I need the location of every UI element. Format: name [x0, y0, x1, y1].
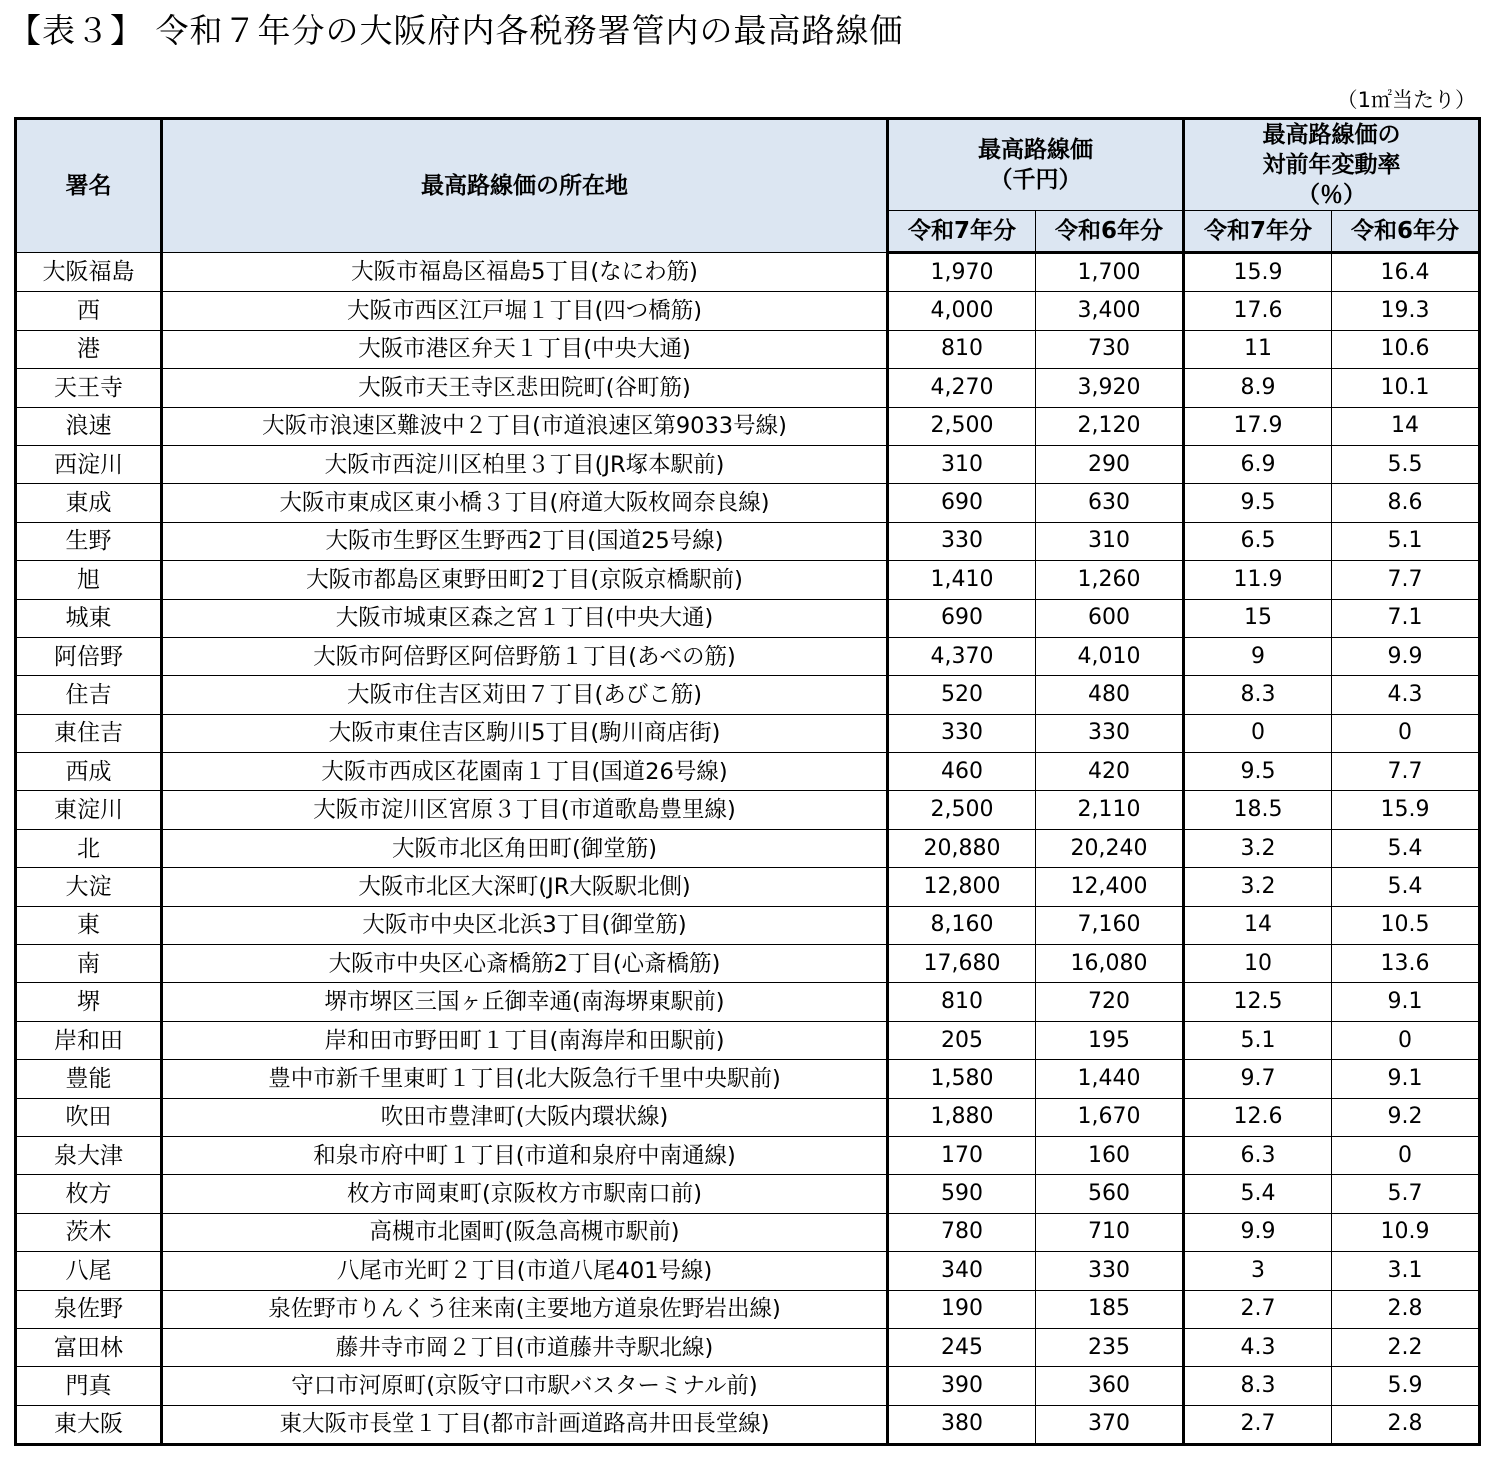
cell-office: 浪速: [16, 407, 162, 445]
cell-location: 枚方市岡東町(京阪枚方市駅南口前): [162, 1175, 888, 1213]
cell-rate-r7: 2.7: [1184, 1290, 1332, 1328]
cell-price-r7: 1,410: [888, 561, 1036, 599]
table-row: [16, 253, 1480, 292]
table-row: [16, 1252, 1480, 1290]
cell-office: 大淀: [16, 868, 162, 906]
cell-location: 大阪市東成区東小橋３丁目(府道大阪枚岡奈良線): [162, 484, 888, 522]
cell-office: 旭: [16, 561, 162, 599]
header-rate-group-line2: 対前年変動率: [1262, 152, 1401, 178]
table-row: [16, 1175, 1480, 1213]
cell-price-r6: 630: [1036, 484, 1184, 522]
cell-office: 南: [16, 945, 162, 983]
header-price-r7: 令和7年分: [888, 211, 1036, 253]
cell-price-r7: 1,880: [888, 1098, 1036, 1136]
cell-office: 東淀川: [16, 791, 162, 829]
cell-price-r6: 2,110: [1036, 791, 1184, 829]
cell-price-r6: 16,080: [1036, 945, 1184, 983]
cell-rate-r6: 5.4: [1332, 829, 1480, 867]
table-row: [16, 1136, 1480, 1174]
cell-location: 大阪市浪速区難波中２丁目(市道浪速区第9033号線): [162, 407, 888, 445]
table-row: [16, 1290, 1480, 1328]
cell-office: 生野: [16, 522, 162, 560]
cell-price-r6: 730: [1036, 330, 1184, 368]
cell-office: 港: [16, 330, 162, 368]
cell-location: 大阪市北区角田町(御堂筋): [162, 829, 888, 867]
header-rate-group-line3: （％）: [1297, 182, 1366, 208]
table-row: [16, 1405, 1480, 1444]
cell-rate-r7: 6.5: [1184, 522, 1332, 560]
cell-rate-r7: 12.5: [1184, 983, 1332, 1021]
cell-office: 門真: [16, 1367, 162, 1405]
table-row: [16, 945, 1480, 983]
table-row: [16, 829, 1480, 867]
table-row: [16, 1098, 1480, 1136]
cell-rate-r7: 9.7: [1184, 1060, 1332, 1098]
cell-price-r7: 810: [888, 983, 1036, 1021]
table-row: [16, 1060, 1480, 1098]
cell-price-r6: 1,670: [1036, 1098, 1184, 1136]
cell-price-r7: 690: [888, 484, 1036, 522]
header-rate-r7: 令和7年分: [1184, 211, 1332, 253]
cell-rate-r6: 7.7: [1332, 561, 1480, 599]
cell-rate-r7: 11.9: [1184, 561, 1332, 599]
cell-price-r6: 720: [1036, 983, 1184, 1021]
table-row: [16, 637, 1480, 675]
cell-price-r7: 520: [888, 676, 1036, 714]
cell-location: 藤井寺市岡２丁目(市道藤井寺駅北線): [162, 1328, 888, 1366]
header-rate-group-line1: 最高路線価の: [1262, 122, 1401, 148]
unit-note: （1㎡当たり）: [1336, 88, 1476, 112]
cell-location: 泉佐野市りんくう往来南(主要地方道泉佐野岩出線): [162, 1290, 888, 1328]
cell-location: 大阪市東住吉区駒川5丁目(駒川商店街): [162, 714, 888, 752]
cell-rate-r6: 5.1: [1332, 522, 1480, 560]
cell-office: 天王寺: [16, 369, 162, 407]
cell-price-r7: 2,500: [888, 407, 1036, 445]
cell-price-r7: 330: [888, 714, 1036, 752]
cell-price-r6: 4,010: [1036, 637, 1184, 675]
cell-rate-r6: 5.4: [1332, 868, 1480, 906]
cell-rate-r7: 9.5: [1184, 484, 1332, 522]
cell-office: 枚方: [16, 1175, 162, 1213]
cell-rate-r6: 5.5: [1332, 445, 1480, 483]
table-row: [16, 369, 1480, 407]
cell-rate-r7: 5.1: [1184, 1021, 1332, 1059]
cell-price-r6: 195: [1036, 1021, 1184, 1059]
cell-rate-r7: 9: [1184, 637, 1332, 675]
cell-price-r6: 360: [1036, 1367, 1184, 1405]
header-rate-group: [1184, 119, 1480, 211]
cell-price-r7: 780: [888, 1213, 1036, 1251]
cell-rate-r7: 10: [1184, 945, 1332, 983]
cell-price-r6: 710: [1036, 1213, 1184, 1251]
cell-price-r7: 1,970: [888, 253, 1036, 292]
cell-rate-r6: 5.9: [1332, 1367, 1480, 1405]
cell-price-r7: 1,580: [888, 1060, 1036, 1098]
cell-location: 大阪市住吉区苅田７丁目(あびこ筋): [162, 676, 888, 714]
cell-price-r6: 1,700: [1036, 253, 1184, 292]
cell-office: 西: [16, 292, 162, 330]
table-row: [16, 445, 1480, 483]
cell-rate-r6: 2.8: [1332, 1290, 1480, 1328]
cell-rate-r6: 5.7: [1332, 1175, 1480, 1213]
cell-location: 大阪市西区江戸堀１丁目(四つ橋筋): [162, 292, 888, 330]
cell-rate-r6: 14: [1332, 407, 1480, 445]
cell-office: 住吉: [16, 676, 162, 714]
cell-rate-r6: 9.9: [1332, 637, 1480, 675]
cell-location: 大阪市城東区森之宮１丁目(中央大通): [162, 599, 888, 637]
cell-office: 八尾: [16, 1252, 162, 1290]
cell-price-r7: 810: [888, 330, 1036, 368]
cell-price-r7: 4,370: [888, 637, 1036, 675]
cell-rate-r7: 17.9: [1184, 407, 1332, 445]
cell-location: 和泉市府中町１丁目(市道和泉府中南通線): [162, 1136, 888, 1174]
cell-price-r6: 1,260: [1036, 561, 1184, 599]
cell-office: 大阪福島: [16, 253, 162, 292]
cell-price-r7: 20,880: [888, 829, 1036, 867]
cell-location: 豊中市新千里東町１丁目(北大阪急行千里中央駅前): [162, 1060, 888, 1098]
cell-location: 大阪市中央区北浜3丁目(御堂筋): [162, 906, 888, 944]
cell-rate-r7: 3.2: [1184, 868, 1332, 906]
cell-rate-r6: 4.3: [1332, 676, 1480, 714]
cell-rate-r7: 9.5: [1184, 753, 1332, 791]
header-office: 署名: [16, 119, 162, 253]
cell-rate-r7: 15: [1184, 599, 1332, 637]
table-row: [16, 983, 1480, 1021]
cell-price-r6: 560: [1036, 1175, 1184, 1213]
table-row: [16, 561, 1480, 599]
table-row: [16, 292, 1480, 330]
cell-rate-r6: 9.1: [1332, 983, 1480, 1021]
cell-price-r7: 190: [888, 1290, 1036, 1328]
cell-office: 泉佐野: [16, 1290, 162, 1328]
cell-rate-r6: 0: [1332, 1021, 1480, 1059]
cell-price-r7: 17,680: [888, 945, 1036, 983]
cell-office: 東大阪: [16, 1405, 162, 1444]
cell-rate-r7: 8.3: [1184, 676, 1332, 714]
cell-rate-r6: 8.6: [1332, 484, 1480, 522]
cell-rate-r6: 10.6: [1332, 330, 1480, 368]
cell-rate-r6: 10.1: [1332, 369, 1480, 407]
cell-rate-r6: 16.4: [1332, 253, 1480, 292]
cell-office: 岸和田: [16, 1021, 162, 1059]
cell-rate-r6: 3.1: [1332, 1252, 1480, 1290]
table-row: [16, 714, 1480, 752]
cell-price-r7: 590: [888, 1175, 1036, 1213]
cell-rate-r6: 9.2: [1332, 1098, 1480, 1136]
cell-rate-r6: 7.7: [1332, 753, 1480, 791]
cell-rate-r7: 12.6: [1184, 1098, 1332, 1136]
cell-office: 東: [16, 906, 162, 944]
cell-office: 北: [16, 829, 162, 867]
cell-rate-r6: 0: [1332, 714, 1480, 752]
cell-rate-r7: 6.3: [1184, 1136, 1332, 1174]
cell-rate-r7: 6.9: [1184, 445, 1332, 483]
cell-office: 阿倍野: [16, 637, 162, 675]
cell-office: 泉大津: [16, 1136, 162, 1174]
cell-price-r7: 245: [888, 1328, 1036, 1366]
cell-price-r6: 12,400: [1036, 868, 1184, 906]
cell-rate-r6: 7.1: [1332, 599, 1480, 637]
cell-rate-r7: 3: [1184, 1252, 1332, 1290]
cell-location: 吹田市豊津町(大阪内環状線): [162, 1098, 888, 1136]
cell-rate-r6: 10.9: [1332, 1213, 1480, 1251]
table-row: [16, 868, 1480, 906]
header-price-group: [888, 119, 1184, 211]
table-row: [16, 1213, 1480, 1251]
page-title: 【表３】 令和７年分の大阪府内各税務署管内の最高路線価: [8, 11, 904, 50]
table-row: [16, 676, 1480, 714]
cell-rate-r6: 0: [1332, 1136, 1480, 1174]
cell-rate-r6: 19.3: [1332, 292, 1480, 330]
cell-price-r6: 160: [1036, 1136, 1184, 1174]
cell-location: 高槻市北園町(阪急高槻市駅前): [162, 1213, 888, 1251]
cell-price-r6: 3,400: [1036, 292, 1184, 330]
cell-office: 西淀川: [16, 445, 162, 483]
table-row: [16, 330, 1480, 368]
cell-office: 西成: [16, 753, 162, 791]
cell-price-r7: 12,800: [888, 868, 1036, 906]
cell-price-r6: 20,240: [1036, 829, 1184, 867]
cell-location: 守口市河原町(京阪守口市駅バスターミナル前): [162, 1367, 888, 1405]
cell-price-r7: 4,270: [888, 369, 1036, 407]
cell-location: 大阪市西淀川区柏里３丁目(JR塚本駅前): [162, 445, 888, 483]
cell-office: 東成: [16, 484, 162, 522]
table-row: [16, 1021, 1480, 1059]
cell-price-r6: 235: [1036, 1328, 1184, 1366]
cell-office: 城東: [16, 599, 162, 637]
cell-price-r7: 690: [888, 599, 1036, 637]
cell-location: 八尾市光町２丁目(市道八尾401号線): [162, 1252, 888, 1290]
cell-rate-r7: 4.3: [1184, 1328, 1332, 1366]
cell-rate-r7: 18.5: [1184, 791, 1332, 829]
cell-rate-r7: 11: [1184, 330, 1332, 368]
cell-office: 茨木: [16, 1213, 162, 1251]
cell-price-r6: 290: [1036, 445, 1184, 483]
cell-office: 東住吉: [16, 714, 162, 752]
cell-location: 大阪市淀川区宮原３丁目(市道歌島豊里線): [162, 791, 888, 829]
cell-location: 大阪市天王寺区悲田院町(谷町筋): [162, 369, 888, 407]
cell-price-r6: 7,160: [1036, 906, 1184, 944]
cell-price-r7: 2,500: [888, 791, 1036, 829]
header-price-r6: 令和6年分: [1036, 211, 1184, 253]
cell-price-r7: 460: [888, 753, 1036, 791]
cell-price-r6: 2,120: [1036, 407, 1184, 445]
cell-price-r6: 3,920: [1036, 369, 1184, 407]
table-row: [16, 906, 1480, 944]
cell-location: 大阪市都島区東野田町2丁目(京阪京橋駅前): [162, 561, 888, 599]
cell-location: 大阪市北区大深町(JR大阪駅北側): [162, 868, 888, 906]
cell-price-r7: 390: [888, 1367, 1036, 1405]
cell-price-r6: 310: [1036, 522, 1184, 560]
route-price-table: [14, 117, 1481, 1446]
cell-location: 大阪市中央区心斎橋筋2丁目(心斎橋筋): [162, 945, 888, 983]
cell-office: 豊能: [16, 1060, 162, 1098]
cell-price-r7: 205: [888, 1021, 1036, 1059]
cell-office: 富田林: [16, 1328, 162, 1366]
cell-rate-r6: 15.9: [1332, 791, 1480, 829]
cell-price-r7: 310: [888, 445, 1036, 483]
cell-rate-r7: 3.2: [1184, 829, 1332, 867]
cell-price-r7: 170: [888, 1136, 1036, 1174]
cell-rate-r6: 2.8: [1332, 1405, 1480, 1444]
cell-price-r6: 1,440: [1036, 1060, 1184, 1098]
cell-rate-r7: 5.4: [1184, 1175, 1332, 1213]
cell-price-r7: 340: [888, 1252, 1036, 1290]
cell-location: 堺市堺区三国ヶ丘御幸通(南海堺東駅前): [162, 983, 888, 1021]
table-row: [16, 1328, 1480, 1366]
header-price-group-line1: 最高路線価: [978, 137, 1093, 163]
cell-office: 吹田: [16, 1098, 162, 1136]
header-price-group-line2: （千円）: [989, 167, 1082, 193]
cell-location: 大阪市港区弁天１丁目(中央大通): [162, 330, 888, 368]
cell-price-r6: 600: [1036, 599, 1184, 637]
cell-price-r6: 330: [1036, 714, 1184, 752]
table-header: [16, 119, 1480, 253]
cell-location: 岸和田市野田町１丁目(南海岸和田駅前): [162, 1021, 888, 1059]
cell-rate-r7: 8.9: [1184, 369, 1332, 407]
table-row: [16, 1367, 1480, 1405]
cell-rate-r6: 9.1: [1332, 1060, 1480, 1098]
cell-rate-r7: 15.9: [1184, 253, 1332, 292]
table-row: [16, 753, 1480, 791]
cell-rate-r7: 8.3: [1184, 1367, 1332, 1405]
cell-rate-r6: 13.6: [1332, 945, 1480, 983]
cell-location: 大阪市福島区福島5丁目(なにわ筋): [162, 253, 888, 292]
cell-rate-r6: 2.2: [1332, 1328, 1480, 1366]
cell-price-r7: 4,000: [888, 292, 1036, 330]
cell-price-r6: 480: [1036, 676, 1184, 714]
cell-rate-r7: 2.7: [1184, 1405, 1332, 1444]
header-rate-r6: 令和6年分: [1332, 211, 1480, 253]
cell-rate-r7: 0: [1184, 714, 1332, 752]
cell-price-r6: 420: [1036, 753, 1184, 791]
cell-rate-r7: 14: [1184, 906, 1332, 944]
cell-price-r6: 185: [1036, 1290, 1184, 1328]
cell-price-r7: 8,160: [888, 906, 1036, 944]
cell-price-r7: 380: [888, 1405, 1036, 1444]
header-location: 最高路線価の所在地: [162, 119, 888, 253]
cell-location: 東大阪市長堂１丁目(都市計画道路高井田長堂線): [162, 1405, 888, 1444]
cell-rate-r7: 17.6: [1184, 292, 1332, 330]
table-body: [16, 253, 1480, 1445]
table-row: [16, 484, 1480, 522]
table-row: [16, 599, 1480, 637]
table-row: [16, 407, 1480, 445]
cell-rate-r7: 9.9: [1184, 1213, 1332, 1251]
cell-rate-r6: 10.5: [1332, 906, 1480, 944]
cell-price-r7: 330: [888, 522, 1036, 560]
table-row: [16, 791, 1480, 829]
cell-office: 堺: [16, 983, 162, 1021]
cell-location: 大阪市西成区花園南１丁目(国道26号線): [162, 753, 888, 791]
cell-location: 大阪市阿倍野区阿倍野筋１丁目(あべの筋): [162, 637, 888, 675]
cell-price-r6: 330: [1036, 1252, 1184, 1290]
cell-price-r6: 370: [1036, 1405, 1184, 1444]
cell-location: 大阪市生野区生野西2丁目(国道25号線): [162, 522, 888, 560]
table-row: [16, 522, 1480, 560]
